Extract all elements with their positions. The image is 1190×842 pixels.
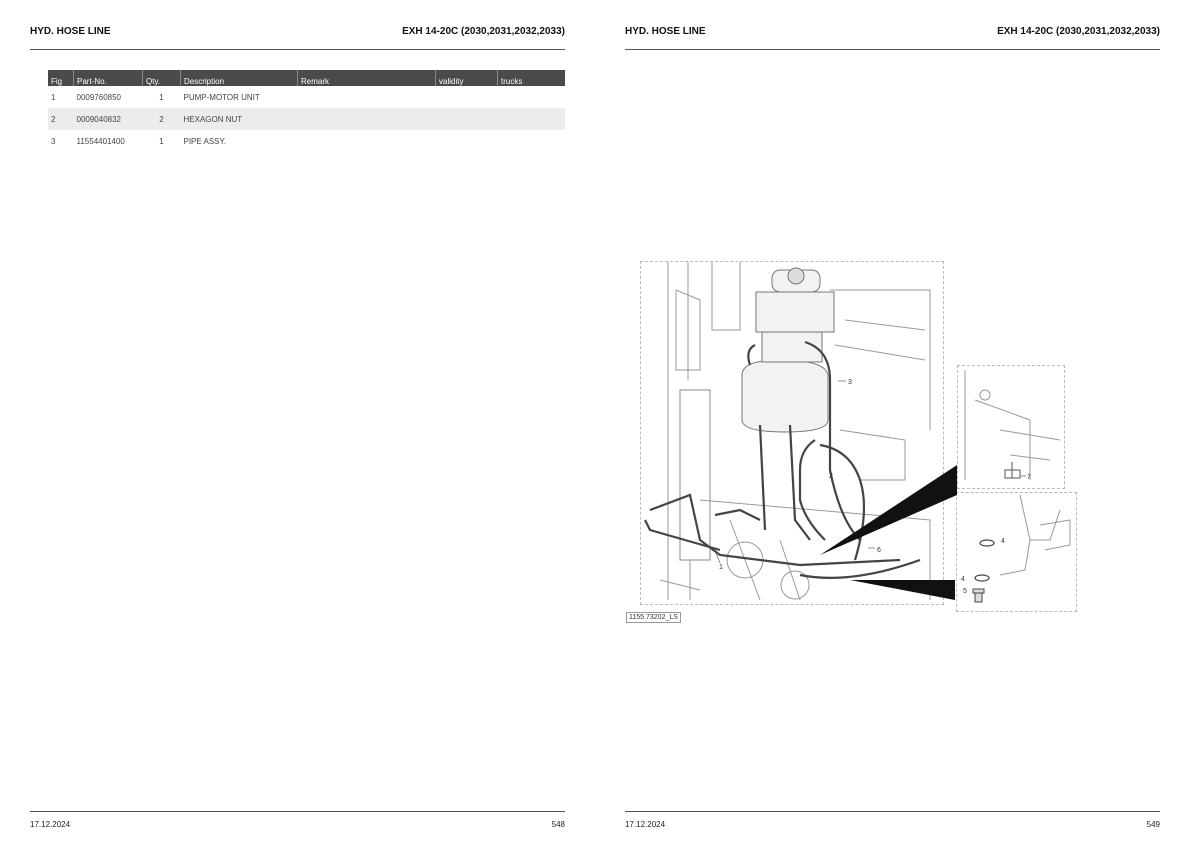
cell-qty: 1 <box>159 92 164 102</box>
cell-fig: 3 <box>51 136 56 146</box>
col-part-no: Part-No. <box>74 70 143 86</box>
banjo-bolt-icon <box>973 589 984 602</box>
cell-description: HEXAGON NUT <box>181 108 298 130</box>
col-qty: Qty. <box>143 70 181 86</box>
callout-label: 6 <box>877 547 881 554</box>
footer-date: 17.12.2024 <box>625 820 666 829</box>
cell-part-no: 11554401400 <box>76 136 125 146</box>
callout-label: 4 <box>1001 538 1005 545</box>
col-remark: Remark <box>298 70 436 86</box>
model-label: EXH 14-20C (2030,2031,2032,2033) <box>402 26 565 37</box>
page-number: 548 <box>551 820 565 829</box>
inset-lower-parts <box>1000 495 1070 575</box>
hose-fitting-icon <box>1005 462 1020 478</box>
cell-fig: 2 <box>48 108 74 130</box>
page-number: 549 <box>1146 820 1160 829</box>
callout-label: 5 <box>963 588 967 595</box>
callout-label: 4 <box>961 576 965 583</box>
cell-qty: 1 <box>159 136 164 146</box>
callout-label: 2 <box>829 473 833 480</box>
page-title: HYD. HOSE LINE <box>625 26 706 37</box>
seal-ring-icons <box>975 540 994 581</box>
detail-leader-wedges <box>820 465 957 600</box>
footer-date: 17.12.2024 <box>30 820 71 829</box>
cell-part-no: 0009040832 <box>74 108 143 130</box>
col-validity: validity <box>436 70 498 86</box>
cell-description: PIPE ASSY. <box>183 136 227 146</box>
figure-reference: 1155.73202_LS <box>626 612 681 623</box>
col-fig: Fig <box>48 70 74 86</box>
callout-label: 7 <box>1027 474 1031 481</box>
cell-description: PUMP-MOTOR UNIT <box>183 92 260 102</box>
cell-fig: 1 <box>51 92 56 102</box>
col-trucks: trucks <box>498 70 566 86</box>
cell-qty: 2 <box>143 108 181 130</box>
page-title: HYD. HOSE LINE <box>30 26 111 37</box>
callout-label: 3 <box>848 379 852 386</box>
col-description: Description <box>181 70 298 86</box>
callout-label: 1 <box>719 564 723 571</box>
cell-part-no: 0009760850 <box>76 92 121 102</box>
model-label: EXH 14-20C (2030,2031,2032,2033) <box>997 26 1160 37</box>
